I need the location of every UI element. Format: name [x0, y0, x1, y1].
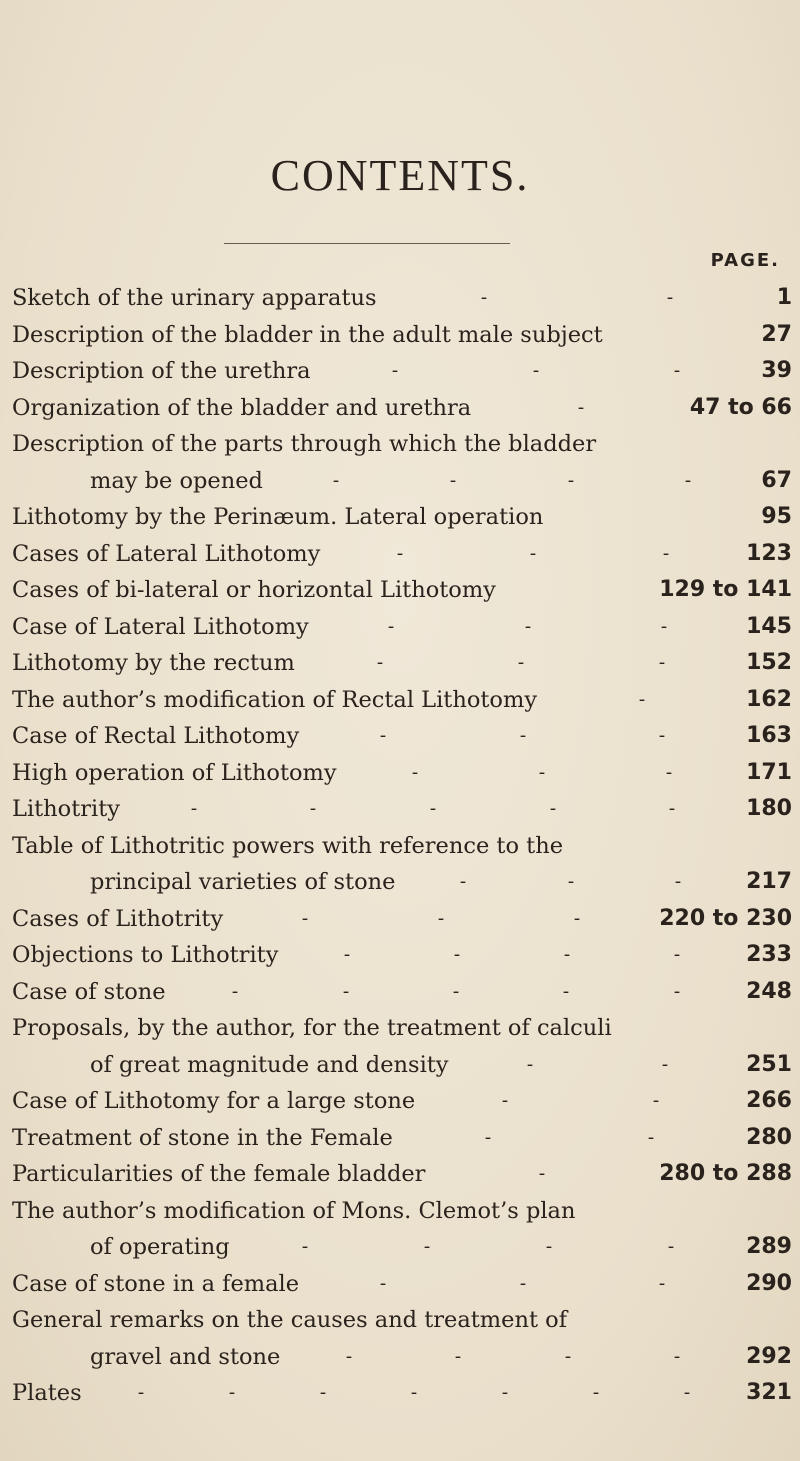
entry-title: of operating	[90, 1234, 230, 1260]
toc-entry	[12, 353, 792, 390]
entry-page-number: 123	[746, 540, 792, 566]
leader-dash: -	[387, 615, 395, 637]
entry-page-number: 163	[746, 723, 792, 748]
entry-title: Treatment of stone in the Female	[12, 1124, 393, 1151]
leader-dash: -	[562, 980, 570, 1002]
leader-dash: -	[662, 542, 670, 564]
leader-dash: -	[661, 1053, 669, 1075]
entry-title: Objections to Lithotrity	[12, 942, 279, 968]
entry-page-number: 180	[746, 796, 792, 821]
leader-dash: -	[673, 980, 681, 1002]
leader-dash: -	[453, 944, 461, 965]
entry-page-number: 248	[746, 978, 792, 1004]
leader-dash: -	[673, 360, 681, 381]
leader-dash: -	[342, 980, 350, 1002]
leader-dash: -	[545, 1236, 553, 1257]
leader-dash: -	[190, 798, 198, 819]
leader-dash: -	[437, 907, 445, 929]
entry-title: Organization of the bladder and urethra	[12, 394, 472, 421]
toc-entry	[12, 1375, 792, 1412]
entry-title: Case of stone	[12, 978, 166, 1005]
toc-entry	[12, 718, 792, 755]
entry-page-number: 1	[776, 285, 792, 310]
toc-entry	[12, 864, 792, 901]
entry-title: Cases of bi-lateral or horizontal Lithotomy	[12, 577, 496, 603]
toc-entry	[12, 1010, 792, 1047]
leader-dash: -	[452, 980, 460, 1002]
leader-dash: -	[332, 469, 340, 491]
toc-entry	[12, 317, 792, 354]
entry-title: High operation of Lithotomy	[12, 759, 337, 786]
leader-dash: -	[538, 1163, 546, 1184]
entry-title: Table of Lithotritic powers with reference to the	[12, 832, 564, 859]
entry-title: Cases of Lateral Lithotomy	[12, 540, 321, 567]
entry-title: Lithotomy by the Perinæum. Lateral operation	[12, 504, 544, 530]
entry-title: Lithotomy by the rectum	[12, 650, 295, 676]
entry-page-number: 67	[761, 467, 792, 493]
toc-entry	[12, 682, 792, 719]
contents-list	[12, 280, 792, 1412]
leader-dash: -	[449, 469, 457, 491]
toc-entry	[12, 1156, 792, 1193]
entry-title: Description of the bladder in the adult male subject	[12, 321, 603, 348]
toc-entry	[12, 828, 792, 865]
entry-page-number: 321	[746, 1380, 792, 1405]
entry-title: Description of the parts through which the bladder	[12, 431, 597, 457]
leader-dash: -	[665, 761, 673, 783]
leader-dash: -	[345, 1345, 353, 1367]
entry-title: Case of Lithotomy for a large stone	[12, 1088, 416, 1114]
entry-title: Plates	[12, 1380, 82, 1406]
leader-dash: -	[592, 1382, 600, 1403]
toc-entry	[12, 1229, 792, 1266]
entry-title: Proposals, by the author, for the treatment of calculi	[12, 1015, 612, 1041]
leader-dash: -	[391, 360, 399, 381]
entry-page-number: 129 to 141	[659, 577, 792, 602]
leader-dash: -	[658, 652, 666, 673]
entry-page-number: 47 to 66	[689, 394, 792, 420]
leader-dash: -	[563, 944, 571, 965]
leader-dash: -	[529, 542, 537, 564]
toc-entry	[12, 390, 792, 427]
leader-dash: -	[228, 1382, 236, 1403]
page-column-header: PAGE.	[710, 250, 780, 271]
toc-entry	[12, 645, 792, 682]
leader-dash: -	[564, 1345, 572, 1367]
leader-dash: -	[501, 1090, 509, 1111]
toc-entry	[12, 974, 792, 1011]
toc-entry	[12, 1339, 792, 1376]
leader-dash: -	[519, 1272, 527, 1294]
entry-page-number: 292	[746, 1343, 792, 1369]
toc-entry	[12, 280, 792, 317]
leader-dash: -	[519, 725, 527, 746]
entry-page-number: 217	[746, 869, 792, 894]
toc-entry	[12, 609, 792, 646]
leader-dash: -	[410, 1382, 418, 1403]
entry-title: The author’s modification of Mons. Clemot’s plan	[12, 1197, 576, 1224]
leader-dash: -	[137, 1382, 145, 1403]
entry-title: Case of Rectal Lithotomy	[12, 723, 300, 749]
leader-dash: -	[379, 1272, 387, 1294]
leader-dash: -	[683, 1382, 691, 1403]
leader-dash: -	[423, 1236, 431, 1257]
entry-page-number: 39	[761, 358, 792, 383]
toc-entry	[12, 536, 792, 573]
entry-title: Lithotrity	[12, 796, 120, 822]
leader-dash: -	[480, 287, 488, 308]
toc-entry	[12, 1193, 792, 1230]
toc-entry	[12, 901, 792, 938]
entry-title: may be opened	[90, 467, 263, 494]
entry-title: General remarks on the causes and treatment of	[12, 1307, 568, 1333]
leader-dash: -	[652, 1090, 660, 1111]
leader-dash: -	[667, 1236, 675, 1257]
toc-entry	[12, 1047, 792, 1084]
leader-dash: -	[674, 871, 682, 892]
toc-entry	[12, 791, 792, 828]
entry-page-number: 289	[746, 1234, 792, 1259]
leader-dash: -	[454, 1345, 462, 1367]
leader-dash: -	[567, 871, 575, 892]
entry-page-number: 171	[746, 759, 792, 785]
leader-dash: -	[319, 1382, 327, 1403]
leader-dash: -	[647, 1126, 655, 1148]
entry-page-number: 290	[746, 1270, 792, 1296]
entry-title: Description of the urethra	[12, 358, 311, 384]
title-rule	[224, 243, 510, 244]
leader-dash: -	[231, 980, 239, 1002]
toc-entry	[12, 426, 792, 463]
toc-entry	[12, 1120, 792, 1157]
leader-dash: -	[660, 615, 668, 637]
entry-page-number: 27	[761, 321, 792, 347]
entry-title: Cases of Lithotrity	[12, 905, 224, 932]
entry-page-number: 280	[746, 1124, 792, 1150]
page-title: CONTENTS.	[270, 151, 530, 200]
toc-entry	[12, 572, 792, 609]
entry-page-number: 220 to 230	[659, 905, 792, 931]
leader-dash: -	[573, 907, 581, 929]
entry-title: gravel and stone	[90, 1343, 281, 1370]
leader-dash: -	[666, 287, 674, 308]
leader-dash: -	[524, 615, 532, 637]
leader-dash: -	[567, 469, 575, 491]
leader-dash: -	[376, 652, 384, 673]
leader-dash: -	[538, 761, 546, 783]
toc-entry	[12, 755, 792, 792]
leader-dash: -	[484, 1126, 492, 1148]
entry-page-number: 280 to 288	[659, 1161, 792, 1186]
entry-page-number: 266	[746, 1088, 792, 1113]
toc-entry	[12, 463, 792, 500]
leader-dash: -	[396, 542, 404, 564]
leader-dash: -	[526, 1053, 534, 1075]
toc-entry	[12, 1083, 792, 1120]
toc-entry	[12, 1266, 792, 1303]
leader-dash: -	[501, 1382, 509, 1403]
leader-dash: -	[309, 798, 317, 819]
leader-dash: -	[301, 907, 309, 929]
entry-page-number: 162	[746, 686, 792, 712]
leader-dash: -	[684, 469, 692, 491]
entry-title: of great magnitude and density	[90, 1051, 449, 1078]
leader-dash: -	[459, 871, 467, 892]
toc-entry	[12, 1302, 792, 1339]
leader-dash: -	[577, 396, 585, 418]
leader-dash: -	[343, 944, 351, 965]
entry-title: principal varieties of stone	[90, 869, 396, 895]
entry-page-number: 233	[746, 942, 792, 967]
leader-dash: -	[658, 725, 666, 746]
leader-dash: -	[638, 688, 646, 710]
leader-dash: -	[379, 725, 387, 746]
leader-dash: -	[668, 798, 676, 819]
leader-dash: -	[301, 1236, 309, 1257]
leader-dash: -	[411, 761, 419, 783]
entry-title: Particularities of the female bladder	[12, 1161, 426, 1187]
entry-page-number: 145	[746, 613, 792, 639]
leader-dash: -	[429, 798, 437, 819]
leader-dash: -	[673, 944, 681, 965]
entry-title: Case of Lateral Lithotomy	[12, 613, 309, 640]
entry-page-number: 95	[761, 504, 792, 529]
entry-title: The author’s modification of Rectal Lithotomy	[12, 686, 538, 713]
toc-entry	[12, 499, 792, 536]
leader-dash: -	[549, 798, 557, 819]
leader-dash: -	[673, 1345, 681, 1367]
entry-title: Sketch of the urinary apparatus	[12, 285, 377, 311]
entry-page-number: 152	[746, 650, 792, 675]
entry-title: Case of stone in a female	[12, 1270, 300, 1297]
entry-page-number: 251	[746, 1051, 792, 1077]
leader-dash: -	[532, 360, 540, 381]
leader-dash: -	[517, 652, 525, 673]
toc-entry	[12, 937, 792, 974]
leader-dash: -	[658, 1272, 666, 1294]
